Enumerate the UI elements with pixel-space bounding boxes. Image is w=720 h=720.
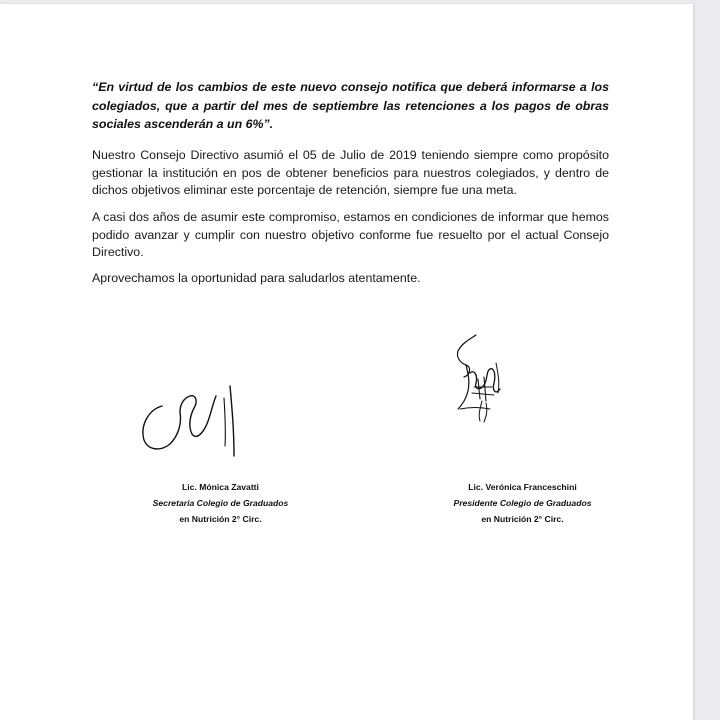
signature-zavatti	[130, 374, 250, 464]
signature-franceschini	[440, 329, 520, 424]
signatory-role: Presidente Colegio de Graduados	[453, 498, 592, 508]
signature-caption-left	[118, 479, 323, 527]
paragraph-council: Nuestro Consejo Directivo asumió el 05 de Julio de 2019 teniendo siempre como propósito gestionar la institución en pos de obtener beneficios para nuestros colegiados, y dentro de dichos objetivos eliminar este porcentaje de retención, siempre fue una meta.	[92, 148, 609, 198]
signatory-circ: en Nutrición 2° Circ.	[179, 514, 262, 524]
paragraph-closing: Aprovechamos la oportunidad para saludarlos atentamente.	[92, 271, 421, 285]
signature-caption-right	[420, 479, 625, 527]
paragraph-commitment: A casi dos años de asumir este compromiso, estamos en condiciones de informar que hemos podido avanzar y cumplir con nuestro objetivo conforme fue resuelto por el actual Consejo Directivo.	[92, 210, 609, 260]
signatory-circ: en Nutrición 2° Circ.	[481, 514, 564, 524]
document-page	[0, 4, 693, 720]
quoted-notice: “En virtud de los cambios de este nuevo consejo notifica que deberá informarse a los colegiados, que a partir del mes de septiembre las retenciones a los pagos de obras sociales ascenderán a un 6%”.	[92, 80, 609, 131]
signatory-name: Lic. Verónica Franceschini	[468, 482, 577, 492]
signatory-name: Lic. Mónica Zavatti	[182, 482, 259, 492]
signatory-role: Secretaria Colegio de Graduados	[152, 498, 289, 508]
